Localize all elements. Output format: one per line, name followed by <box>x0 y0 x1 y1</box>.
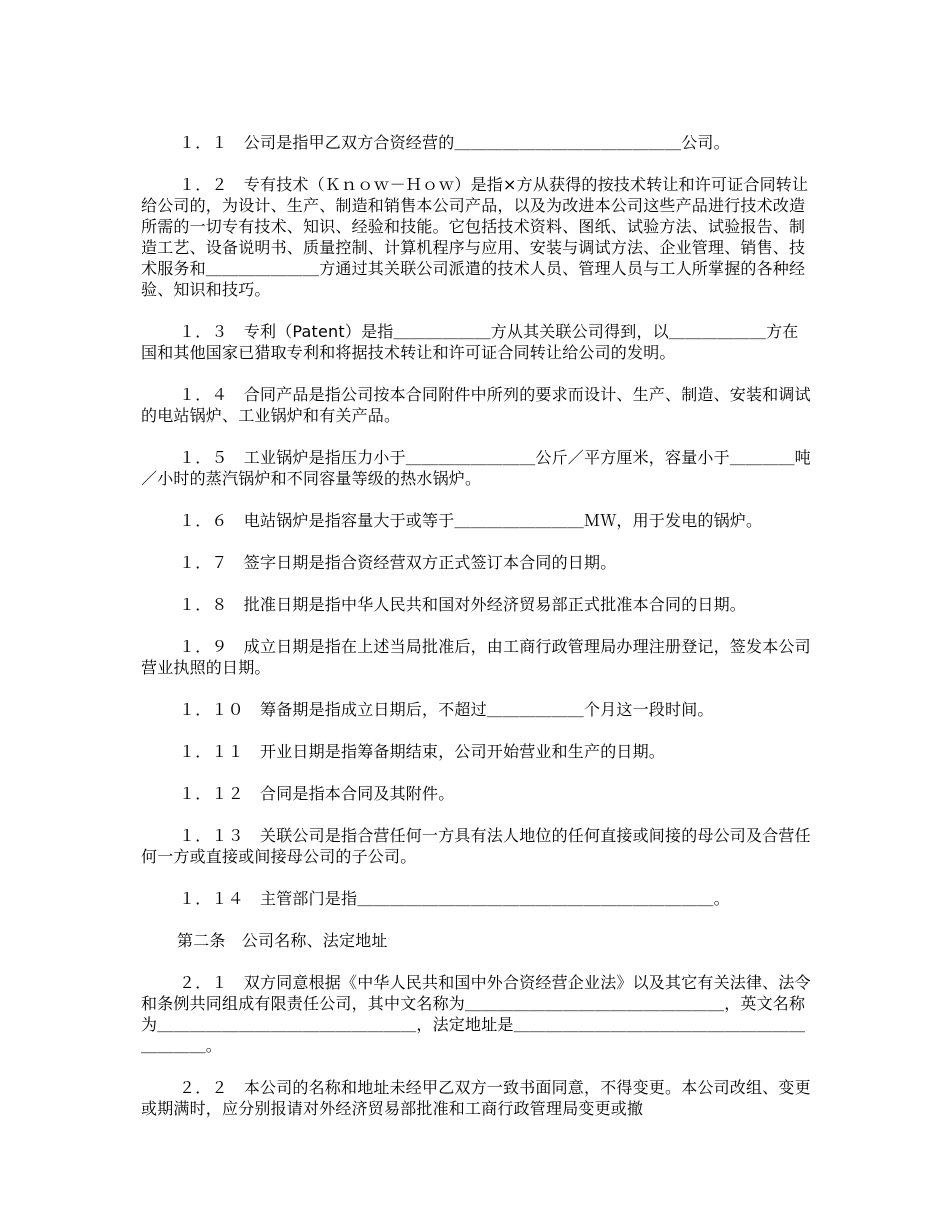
clause-1-13: １．１３ 关联公司是指合营任何一方具有法人地位的任何直接或间接的母公司及合营任何一方或直接或间接母公司的子公司。 <box>141 826 811 866</box>
clause-2-1: ２．１ 双方同意根据《中华人民共和国中外合资经营企业法》以及其它有关法律、法令和条例共同组成有限责任公司，其中文名称为＿＿＿＿＿＿＿＿＿＿＿＿＿＿＿＿，英文名称为＿＿＿＿＿＿＿＿＿＿＿＿＿＿＿＿，法定地址是＿＿＿＿＿＿＿＿＿＿＿＿＿＿＿＿＿＿＿＿＿＿。 <box>141 973 811 1055</box>
clause-1-7: １．７ 签字日期是指合资经营双方正式签订本合同的日期。 <box>179 553 617 572</box>
clause-1-12: １．１２ 合同是指本合同及其附件。 <box>179 784 455 803</box>
clause-1-9: １．９ 成立日期是指在上述当局批准后，由工商行政管理局办理注册登记，签发本公司营业执照的日期。 <box>141 637 811 677</box>
document-body <box>141 132 813 1140</box>
clause-1-11: １．１１ 开业日期是指筹备期结束，公司开始营业和生产的日期。 <box>179 742 666 761</box>
clause-2-2: ２．２ 本公司的名称和地址未经甲乙双方一致书面同意，不得变更。本公司改组、变更或期满时，应分别报请对外经济贸易部批准和工商行政管理局变更或撤 <box>141 1078 811 1118</box>
clause-1-8: １．８ 批准日期是指中华人民共和国对外经济贸易部正式批准本合同的日期。 <box>179 595 747 614</box>
clause-1-10: １．１０ 筹备期是指成立日期后，不超过＿＿＿＿＿＿个月这一段时间。 <box>179 700 714 719</box>
clause-1-1: １．１ 公司是指甲乙双方合资经营的＿＿＿＿＿＿＿＿＿＿＿＿＿＿公司。 <box>179 133 730 152</box>
clause-1-5: １．５ 工业锅炉是指压力小于＿＿＿＿＿＿＿＿公斤／平方厘米，容量小于＿＿＿＿吨／小时的蒸汽锅炉和不同容量等级的热水锅炉。 <box>141 448 811 488</box>
clause-1-4: １．４ 合同产品是指公司按本合同附件中所列的要求而设计、生产、制造、安装和调试的电站锅炉、工业锅炉和有关产品。 <box>141 385 811 425</box>
article-2-heading: 第二条 公司名称、法定地址 <box>177 931 388 950</box>
clause-1-3: １．３ 专利（Patent）是指＿＿＿＿＿＿方从其关联公司得到，以＿＿＿＿＿＿方在国和其他国家已猎取专利和将据技术转让和许可证合同转让给公司的发明。 <box>141 322 799 362</box>
clause-1-2: １．２ 专有技术（Ｋｎｏｗ－Ｈｏｗ）是指×方从获得的按技术转让和许可证合同转让给公司的，为设计、生产、制造和销售本公司产品，以及为改进本公司这些产品进行技术改造所需的一切专有技术、知识、经验和技能。它包括技术资料、图纸、试验方法、试验报告、制造工艺、设备说明书、质量控制、计算机程序与应用、安装与调试方法、企业管理、销售、技术服务和＿＿＿＿＿＿＿方通过其关联公司派遣的技术人员、管理人员与工人所掌握的各种经验、知识和技巧。 <box>141 175 809 299</box>
clause-1-6: １．６ 电站锅炉是指容量大于或等于＿＿＿＿＿＿＿＿ＭＷ，用于发电的锅炉。 <box>179 511 763 530</box>
clause-1-14: １．１４ 主管部门是指＿＿＿＿＿＿＿＿＿＿＿＿＿＿＿＿＿＿＿＿＿＿。 <box>179 889 730 908</box>
